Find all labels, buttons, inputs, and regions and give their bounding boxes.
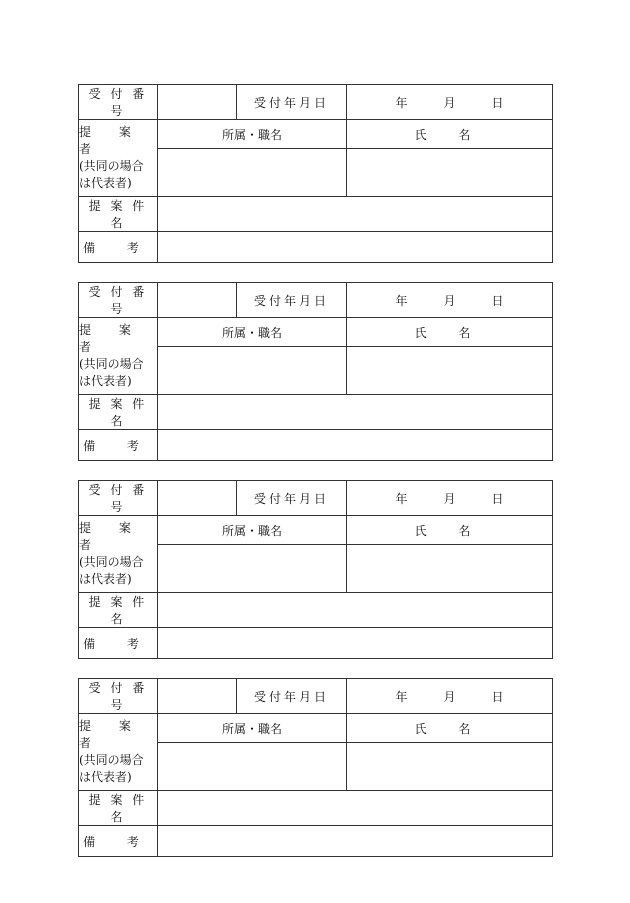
- proposer-label-line1: 提 案 者: [79, 125, 143, 156]
- reception-number-field[interactable]: [158, 481, 237, 516]
- name-header: 氏 名: [347, 714, 553, 743]
- reception-number-label: 受 付 番 号: [79, 85, 158, 120]
- remarks-field[interactable]: [158, 430, 553, 461]
- reception-date-field[interactable]: [347, 85, 553, 120]
- affiliation-field[interactable]: [158, 545, 347, 593]
- proposal-title-field[interactable]: [158, 395, 553, 430]
- name-field[interactable]: [347, 743, 553, 791]
- remarks-field[interactable]: [158, 628, 553, 659]
- affiliation-header: 所属・職名: [158, 714, 347, 743]
- month-label: 月: [443, 689, 456, 704]
- proposer-label-line2: (共同の場合: [79, 357, 144, 371]
- reception-date-label: 受付年月日: [237, 85, 347, 120]
- reception-number-field[interactable]: [158, 85, 237, 120]
- proposer-label-line1: 提 案 者: [79, 323, 143, 354]
- reception-date-label: 受付年月日: [237, 283, 347, 318]
- name-field[interactable]: [347, 347, 553, 395]
- proposer-label: [79, 318, 158, 395]
- day-label: 日: [491, 95, 504, 110]
- affiliation-header: 所属・職名: [158, 516, 347, 545]
- proposal-form-4: [78, 678, 553, 857]
- reception-number-label: 受 付 番 号: [79, 481, 158, 516]
- proposer-label-line2: (共同の場合: [79, 555, 144, 569]
- proposer-label-line1: 提 案 者: [79, 521, 143, 552]
- proposer-label-line3: は代表者): [79, 374, 132, 388]
- year-label: 年: [395, 491, 408, 506]
- proposal-title-label: 提 案 件 名: [79, 197, 158, 232]
- day-label: 日: [491, 689, 504, 704]
- proposer-label-line3: は代表者): [79, 176, 132, 190]
- name-header: 氏 名: [347, 516, 553, 545]
- proposer-label: [79, 120, 158, 197]
- day-label: 日: [491, 293, 504, 308]
- proposal-form-3: [78, 480, 553, 659]
- reception-date-label: 受付年月日: [237, 481, 347, 516]
- year-label: 年: [395, 293, 408, 308]
- proposer-label: [79, 516, 158, 593]
- proposal-title-label: 提 案 件 名: [79, 593, 158, 628]
- name-field[interactable]: [347, 545, 553, 593]
- year-label: 年: [395, 95, 408, 110]
- proposer-label-line1: 提 案 者: [79, 719, 143, 750]
- remarks-field[interactable]: [158, 826, 553, 857]
- name-field[interactable]: [347, 149, 553, 197]
- affiliation-field[interactable]: [158, 347, 347, 395]
- remarks-label: 備 考: [79, 430, 158, 461]
- affiliation-field[interactable]: [158, 149, 347, 197]
- month-label: 月: [443, 293, 456, 308]
- remarks-label: 備 考: [79, 826, 158, 857]
- proposal-title-label: 提 案 件 名: [79, 395, 158, 430]
- proposal-form-2: [78, 282, 553, 461]
- proposal-form-1: [78, 84, 553, 263]
- remarks-label: 備 考: [79, 232, 158, 263]
- month-label: 月: [443, 491, 456, 506]
- proposal-title-field[interactable]: [158, 197, 553, 232]
- proposer-label-line3: は代表者): [79, 572, 132, 586]
- reception-date-field[interactable]: [347, 283, 553, 318]
- affiliation-header: 所属・職名: [158, 318, 347, 347]
- proposal-forms: [78, 84, 552, 876]
- proposer-label: [79, 714, 158, 791]
- remarks-label: 備 考: [79, 628, 158, 659]
- reception-date-label: 受付年月日: [237, 679, 347, 714]
- reception-number-label: 受 付 番 号: [79, 283, 158, 318]
- reception-number-field[interactable]: [158, 283, 237, 318]
- proposal-title-label: 提 案 件 名: [79, 791, 158, 826]
- reception-date-field[interactable]: [347, 679, 553, 714]
- year-label: 年: [395, 689, 408, 704]
- day-label: 日: [491, 491, 504, 506]
- affiliation-header: 所属・職名: [158, 120, 347, 149]
- reception-number-field[interactable]: [158, 679, 237, 714]
- reception-date-field[interactable]: [347, 481, 553, 516]
- proposer-label-line2: (共同の場合: [79, 753, 144, 767]
- name-header: 氏 名: [347, 318, 553, 347]
- reception-number-label: 受 付 番 号: [79, 679, 158, 714]
- proposal-title-field[interactable]: [158, 791, 553, 826]
- remarks-field[interactable]: [158, 232, 553, 263]
- proposer-label-line3: は代表者): [79, 770, 132, 784]
- proposer-label-line2: (共同の場合: [79, 159, 144, 173]
- affiliation-field[interactable]: [158, 743, 347, 791]
- proposal-title-field[interactable]: [158, 593, 553, 628]
- name-header: 氏 名: [347, 120, 553, 149]
- month-label: 月: [443, 95, 456, 110]
